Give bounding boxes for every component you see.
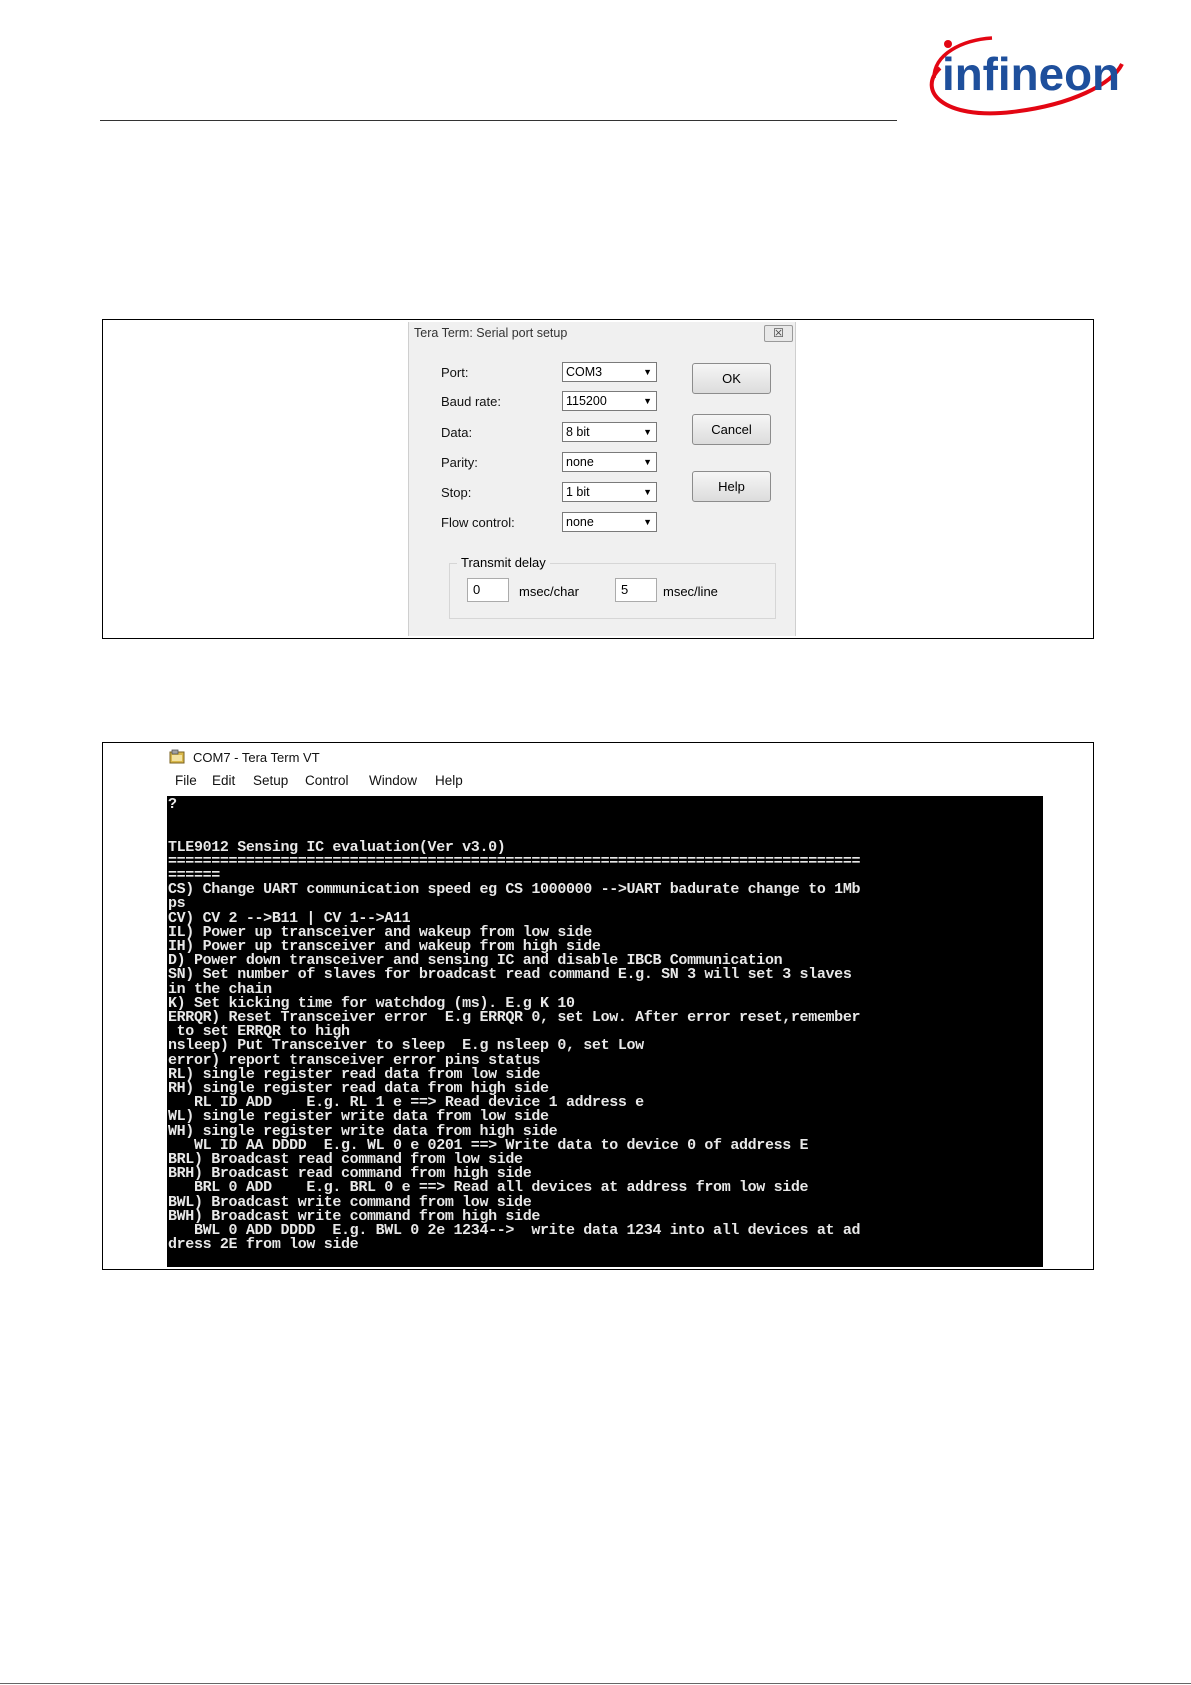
console-line: ? — [168, 796, 177, 813]
dropdown-arrow-icon: ▼ — [643, 487, 652, 497]
port-value: COM3 — [566, 365, 603, 379]
msec-char-unit: msec/char — [519, 584, 579, 599]
menu-file[interactable]: File — [175, 773, 197, 788]
close-icon[interactable]: ☒ — [764, 325, 793, 342]
console-line: WL ID AA DDDD E.g. WL 0 e 0201 ==> Write data to device 0 of address E — [193, 1136, 809, 1154]
msec-line-input[interactable]: 5 — [615, 578, 657, 602]
flow-control-label: Flow control: — [441, 515, 515, 530]
parity-label: Parity: — [441, 455, 478, 470]
cancel-button[interactable]: Cancel — [692, 414, 771, 445]
tera-term-app-icon — [169, 749, 185, 765]
transmit-delay-legend: Transmit delay — [457, 555, 550, 570]
dropdown-arrow-icon: ▼ — [643, 367, 652, 377]
console-line: TLE9012 Sensing IC evaluation(Ver v3.0) — [168, 838, 506, 856]
figure-serial-port-setup — [102, 319, 1094, 639]
baud-rate-value: 115200 — [566, 394, 607, 408]
logo-dot — [944, 40, 952, 48]
menu-edit[interactable]: Edit — [212, 773, 236, 788]
dialog-title: Tera Term: Serial port setup — [414, 326, 568, 340]
console-line: BRL 0 ADD E.g. BRL 0 e ==> Read all devices at address from low side — [193, 1179, 809, 1197]
console-line: nsleep) Put Transceiver to sleep E.g nsleep 0, set Low — [168, 1037, 644, 1055]
stop-select[interactable] — [562, 482, 657, 502]
data-label: Data: — [441, 425, 473, 440]
console-line: error) report transceiver error pins status — [168, 1051, 541, 1069]
console-line: RL ID ADD E.g. RL 1 e ==> Read device 1 address e — [193, 1094, 644, 1112]
console-line: BWL 0 ADD DDDD E.g. BWL 0 2e 1234--> write data 1234 into all devices at ad — [193, 1222, 861, 1240]
console-line: ps — [168, 895, 186, 913]
port-select[interactable] — [562, 362, 657, 382]
flow-control-select[interactable] — [562, 512, 657, 532]
menu-setup[interactable]: Setup — [253, 773, 289, 788]
terminal-console[interactable] — [167, 796, 1043, 1267]
console-line: CV) CV 2 -->B11 | CV 1-->A11 — [168, 909, 411, 927]
console-line: IH) Power up transceiver and wakeup from high side — [168, 938, 601, 956]
window-title: COM7 - Tera Term VT — [193, 750, 320, 765]
console-line: RL) single register read data from low side — [168, 1065, 541, 1083]
console-line: K) Set kicking time for watchdog (ms). E.g K 10 — [168, 994, 575, 1012]
dropdown-arrow-icon: ▼ — [643, 427, 652, 437]
console-text — [167, 796, 1043, 1253]
console-line: RH) single register read data from high side — [168, 1080, 549, 1098]
tera-term-window — [165, 745, 1045, 1267]
data-select[interactable] — [562, 422, 657, 442]
console-line: CS) Change UART communication speed eg CS 1000000 -->UART badurate change to 1Mb — [168, 881, 861, 899]
baud-rate-select[interactable] — [562, 391, 657, 411]
console-line: to set ERRQR to high — [176, 1023, 350, 1041]
console-line: BRL) Broadcast read command from low side — [168, 1151, 523, 1169]
console-line: BRH) Broadcast read command from high side — [168, 1165, 532, 1183]
console-line: in the chain — [168, 980, 272, 998]
serial-port-dialog — [408, 322, 796, 636]
figure-tera-term-console — [102, 742, 1094, 1270]
help-button[interactable]: Help — [692, 471, 771, 502]
data-value: 8 bit — [566, 425, 590, 439]
console-line: IL) Power up transceiver and wakeup from low side — [168, 923, 592, 941]
menu-help[interactable]: Help — [435, 773, 463, 788]
msec-char-input[interactable]: 0 — [467, 578, 509, 602]
parity-select[interactable] — [562, 452, 657, 472]
console-line: SN) Set number of slaves for broadcast read command E.g. SN 3 will set 3 slaves — [168, 966, 852, 984]
stop-value: 1 bit — [566, 485, 590, 499]
menu-control[interactable]: Control — [305, 773, 349, 788]
stop-label: Stop: — [441, 485, 472, 500]
port-label: Port: — [441, 365, 469, 380]
ok-button[interactable]: OK — [692, 363, 771, 394]
flow-control-value: none — [566, 515, 594, 529]
console-line: BWL) Broadcast write command from low side — [168, 1193, 532, 1211]
console-line: BWH) Broadcast write command from high side — [168, 1207, 541, 1225]
dropdown-arrow-icon: ▼ — [643, 457, 652, 467]
infineon-logo — [912, 28, 1127, 123]
dropdown-arrow-icon: ▼ — [643, 396, 652, 406]
console-line: WL) single register write data from low side — [168, 1108, 549, 1126]
menu-window[interactable]: Window — [369, 773, 418, 788]
console-line: ERRQR) Reset Transceiver error E.g ERRQR 0, set Low. After error reset,remember — [168, 1009, 861, 1027]
parity-value: none — [566, 455, 594, 469]
console-line: ====== — [168, 867, 220, 885]
console-line: ================================================================================ — [168, 852, 861, 870]
console-line: dress 2E from low side — [168, 1236, 359, 1254]
header-rule — [100, 120, 897, 121]
logo-text: infineon — [942, 48, 1120, 100]
footer-rule — [0, 1683, 1191, 1684]
console-line: D) Power down transceiver and sensing IC and disable IBCB Communication — [168, 952, 783, 970]
dropdown-arrow-icon: ▼ — [643, 517, 652, 527]
baud-rate-label: Baud rate: — [441, 394, 501, 409]
msec-line-unit: msec/line — [663, 584, 718, 599]
console-line: WH) single register write data from high side — [168, 1122, 558, 1140]
